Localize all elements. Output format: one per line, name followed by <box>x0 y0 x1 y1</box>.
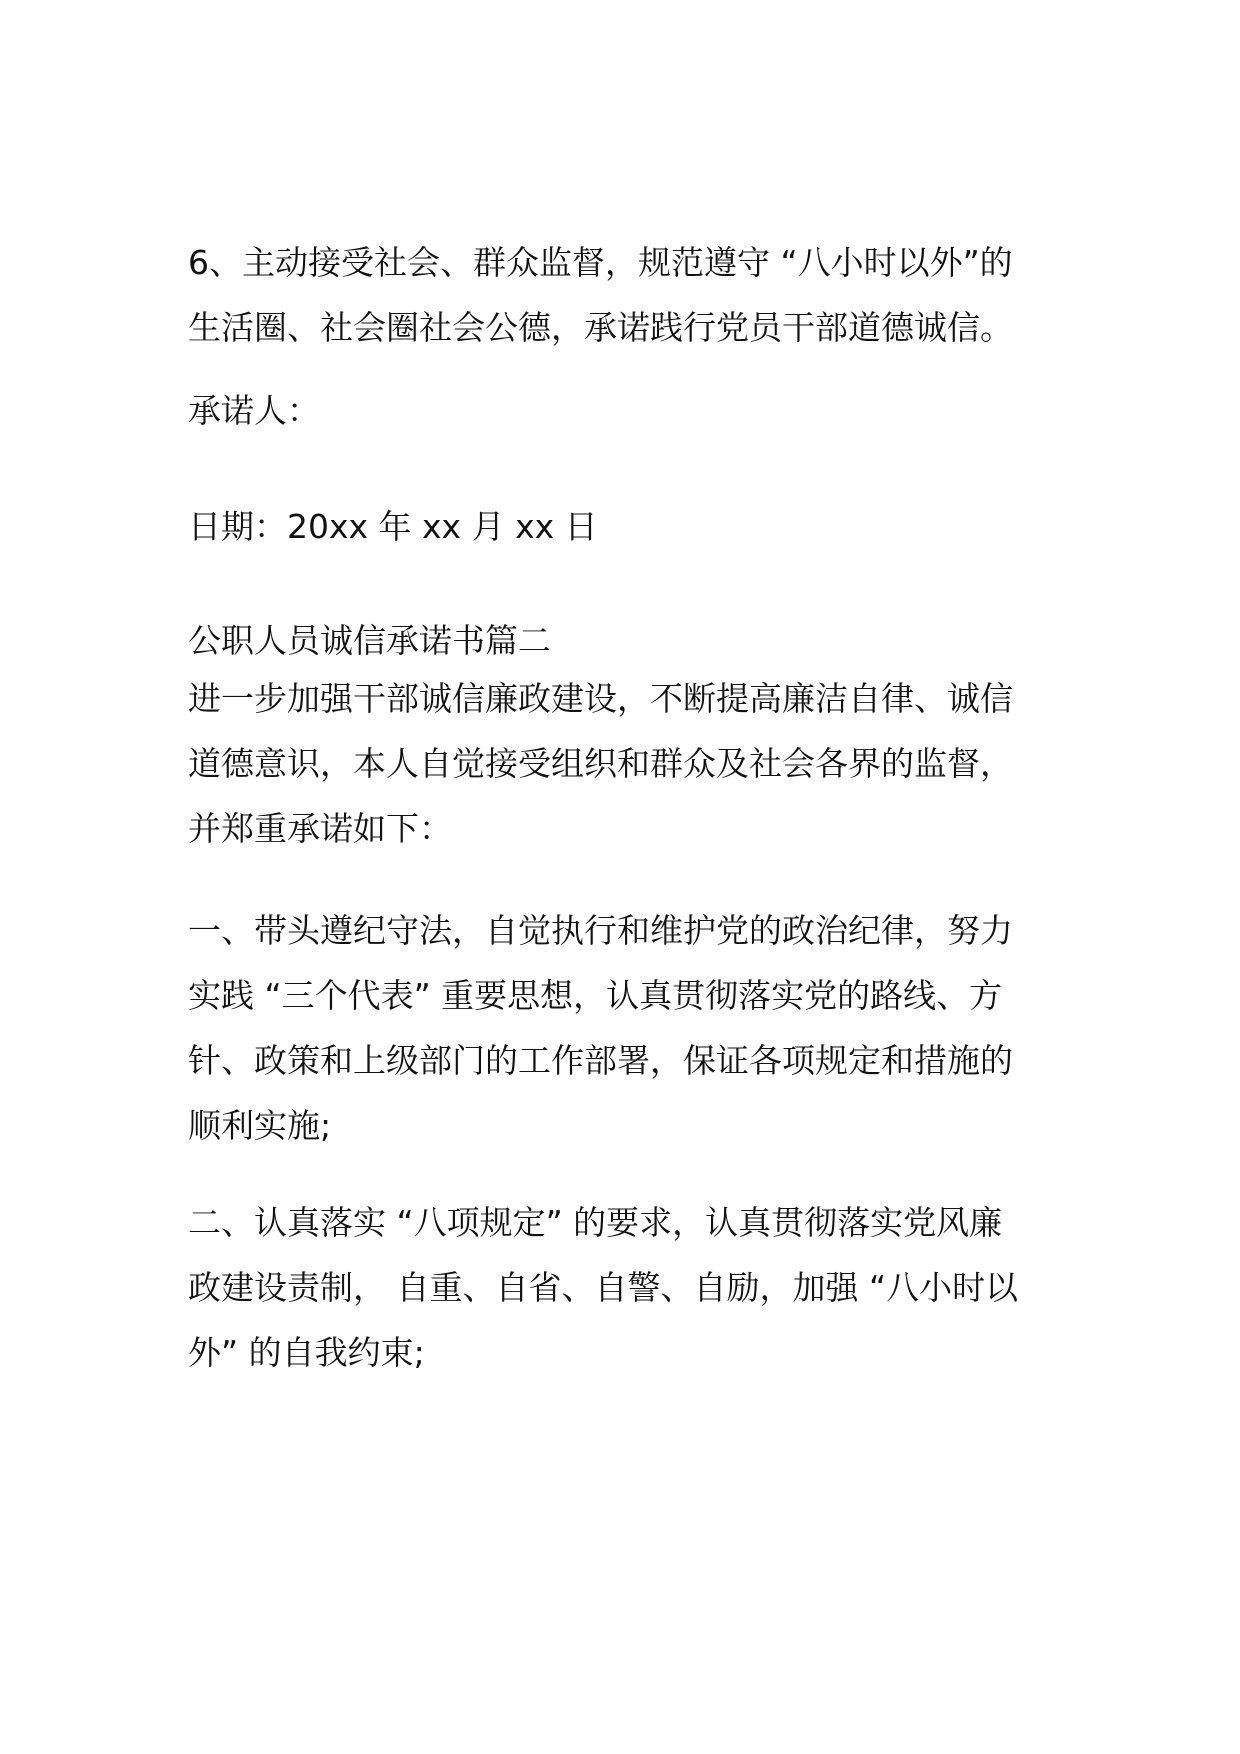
section-title <box>188 608 1063 673</box>
text-line: 日期：20xx 年 xx 月 xx 日 <box>188 507 598 546</box>
text-line: 二、认真落实 “八项规定” 的要求，认真贯彻落实党风廉 <box>188 1203 1003 1242</box>
text-line: 道德意识，本人自觉接受组织和群众及社会各界的监督， <box>188 744 1013 783</box>
text-line: 顺利实施; <box>188 1106 332 1145</box>
paragraph-intro <box>188 666 1063 861</box>
text-line: 承诺人： <box>188 391 320 430</box>
paragraph-item-6 <box>188 230 1063 360</box>
text-line: 公职人员诚信承诺书篇二 <box>188 621 551 660</box>
signer-label <box>188 378 1063 443</box>
text-line: 并郑重承诺如下： <box>188 809 452 848</box>
text-line: 政建设责制， 自重、自省、自警、自励，加强 “八小时以 <box>188 1268 1019 1307</box>
text-line: 一、带头遵纪守法，自觉执行和维护党的政治纪律，努力 <box>188 911 1013 950</box>
text-line: 进一步加强干部诚信廉政建设，不断提高廉洁自律、诚信 <box>188 679 1013 718</box>
text-line: 实践 “三个代表” 重要思想，认真贯彻落实党的路线、方 <box>188 976 1003 1015</box>
date-line <box>188 494 1063 559</box>
paragraph-point-one <box>188 898 1063 1158</box>
text-line: 生活圈、社会圈社会公德，承诺践行党员干部道德诚信。 <box>188 308 1013 347</box>
paragraph-point-two <box>188 1190 1063 1385</box>
text-line: 外” 的自我约束; <box>188 1333 425 1372</box>
text-line: 针、政策和上级部门的工作部署，保证各项规定和措施的 <box>188 1041 1013 1080</box>
text-line: 6、主动接受社会、群众监督，规范遵守 “八小时以外”的 <box>188 243 1013 282</box>
